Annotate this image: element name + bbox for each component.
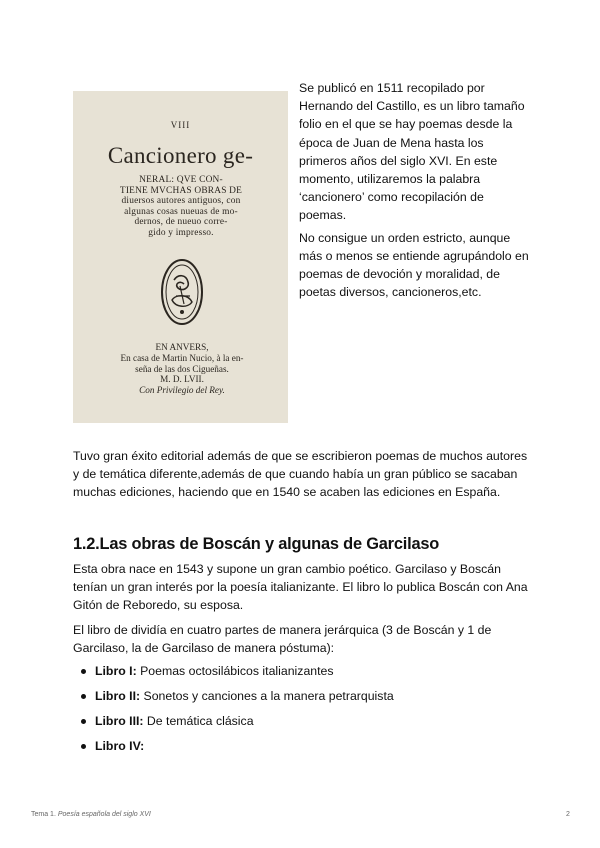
paragraph: Esta obra nace en 1543 y supone un gran cambio poético. Garcilaso y Boscán tenían un gran interés por la poesía italianizante. El libro lo publica Boscán con Ana Gitón de Reboredo, su esposa. <box>73 562 528 613</box>
cover-subtitle <box>91 175 271 239</box>
books-list <box>73 662 533 762</box>
cover-subtitle-line: dernos, de nueuo corre- <box>134 217 228 228</box>
book-description: De temática clásica <box>143 714 254 728</box>
bullet-icon <box>81 669 86 674</box>
book-label: Libro II: <box>95 689 141 703</box>
list-item <box>73 712 533 737</box>
printer-emblem-icon <box>160 258 204 326</box>
exito-section <box>73 447 533 508</box>
cover-imprint-line: M. D. LVII. <box>160 374 204 385</box>
page-footer <box>31 811 151 818</box>
book-description: Poemas octosilábicos italianizantes <box>136 664 334 678</box>
paragraph: No consigue un orden estricto, aunque más o menos se entiende agrupándolo en poemas de devoción y moralidad, de poetas diversos, cancioneros,etc. <box>299 230 529 300</box>
bullet-icon <box>81 719 86 724</box>
cover-imprint-line: Con Privilegio del Rey. <box>139 385 225 396</box>
list-item <box>73 737 533 762</box>
book-label: Libro IV: <box>95 739 145 753</box>
footer-prefix: Tema 1. <box>31 811 58 818</box>
cover-title: Cancionero ge- <box>107 143 254 168</box>
obras-section <box>73 560 533 663</box>
paragraph: El libro de dividía en cuatro partes de manera jerárquica (3 de Boscán y 1 de Garcilaso, la de Garcilaso de manera póstuma): <box>73 622 492 655</box>
list-item <box>73 687 533 712</box>
cover-imprint-line: seña de las dos Cigueñas. <box>135 363 229 374</box>
cover-numeral: VIII <box>170 120 191 130</box>
book-label: Libro I: <box>95 664 137 678</box>
bullet-icon <box>81 744 86 749</box>
section-heading: 1.2.Las obras de Boscán y algunas de Garcilaso <box>73 535 440 553</box>
cover-imprint-line: En casa de Martin Nucio, à la en- <box>120 352 244 363</box>
cover-subtitle-line: NERAL: QVE CON- <box>139 175 223 185</box>
paragraph: Tuvo gran éxito editorial además de que se escribieron poemas de muchos autores y de temática diferente,además de que cuando había un gran público se sacaban muchas ediciones, haciendo que en 1540 se acaben las ediciones en España. <box>73 449 528 500</box>
bullet-icon <box>81 694 86 699</box>
cancionero-description <box>299 79 531 305</box>
cover-subtitle-line: TIENE MVCHAS OBRAS DE <box>119 185 243 196</box>
cover-imprint-line: EN ANVERS, <box>155 342 209 352</box>
list-item <box>73 662 533 687</box>
cover-imprint <box>98 342 266 396</box>
cover-subtitle-line: diuersos autores antiguos, con <box>121 196 241 207</box>
book-description: Sonetos y canciones a la manera petrarquista <box>140 689 394 703</box>
footer-title: Poesía española del siglo XVI <box>57 811 151 818</box>
book-cover-image <box>73 91 288 423</box>
page-number: 2 <box>566 811 570 818</box>
book-label: Libro III: <box>95 714 144 728</box>
cover-subtitle-line: gido y impresso. <box>148 227 214 238</box>
cover-subtitle-line: algunas cosas nueuas de mo- <box>124 206 238 217</box>
paragraph: Se publicó en 1511 recopilado por Hernando del Castillo, es un libro tamaño folio en el que se hay poemas desde la época de Juan de Mena hasta los primeros años del siglo XVI. En este momento, utilizaremos la palabra ‘cancionero’ como recopilación de poemas. <box>299 81 525 223</box>
